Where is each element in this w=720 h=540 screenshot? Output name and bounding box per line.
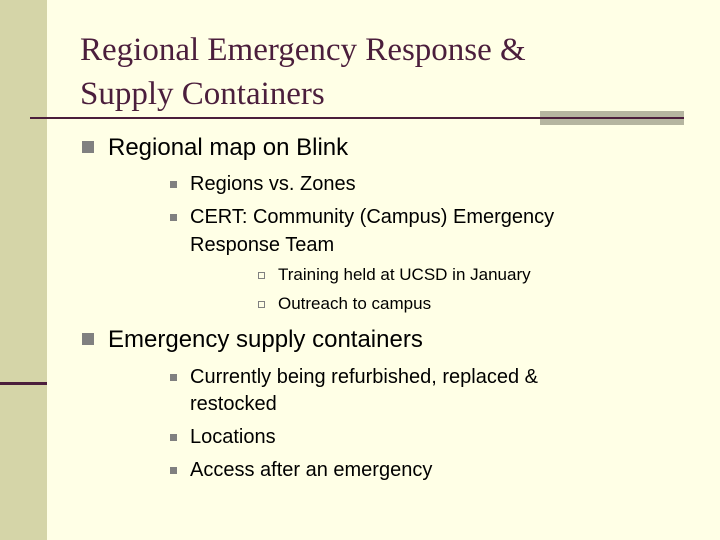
bullet-supply-containers — [82, 326, 423, 354]
sub-bullet — [190, 203, 554, 231]
sub-bullet-continuation — [190, 231, 334, 259]
bullet-regional-map — [82, 134, 348, 162]
title-line-2: Supply Containers — [80, 76, 325, 112]
sub-bullet-text: restocked — [190, 393, 277, 415]
sub-bullet-text: Regions vs. Zones — [190, 173, 356, 195]
bullet-text: Regional map on Blink — [108, 134, 349, 161]
sub-sub-bullet-text: Outreach to campus — [278, 294, 432, 313]
bullet-square-icon — [170, 181, 177, 188]
bullet-square-icon — [170, 374, 177, 381]
sub-sub-bullet — [278, 262, 531, 288]
bullet-square-icon — [170, 214, 177, 221]
bullet-square-outline-icon — [258, 272, 265, 279]
bullet-square-icon — [170, 467, 177, 474]
bullet-square-icon — [82, 333, 94, 345]
bullet-square-icon — [170, 434, 177, 441]
sidebar-bar — [0, 0, 47, 540]
sub-bullet-text: Locations — [190, 426, 276, 448]
slide-title — [80, 28, 700, 116]
sub-bullet — [190, 363, 538, 391]
sub-bullet-continuation — [190, 390, 277, 418]
sidebar-accent-line — [0, 382, 47, 385]
sub-bullet-text: Currently being refurbished, replaced & — [190, 366, 538, 388]
sub-sub-bullet — [278, 291, 431, 317]
sub-bullet — [190, 456, 432, 484]
title-rule — [30, 117, 684, 119]
sub-bullet-text: CERT: Community (Campus) Emergency — [190, 206, 555, 228]
bullet-text: Emergency supply containers — [108, 326, 423, 353]
sub-bullet — [190, 170, 356, 198]
title-line-1: Regional Emergency Response & — [80, 32, 526, 68]
sub-sub-bullet-text: Training held at UCSD in January — [278, 265, 531, 284]
bullet-square-icon — [82, 141, 94, 153]
sub-bullet — [190, 423, 276, 451]
sub-bullet-text: Response Team — [190, 234, 335, 256]
sub-bullet-text: Access after an emergency — [190, 459, 433, 481]
bullet-square-outline-icon — [258, 301, 265, 308]
